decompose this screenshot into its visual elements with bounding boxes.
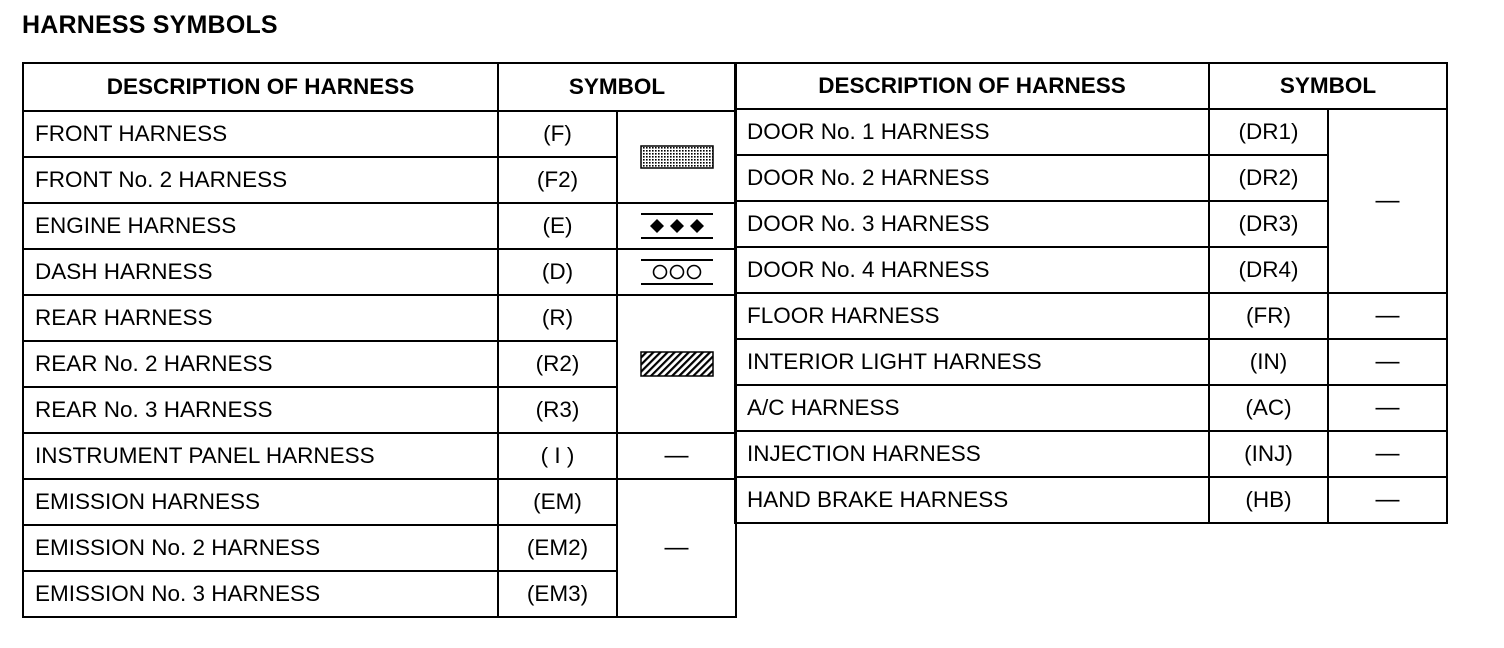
- harness-description: FRONT No. 2 HARNESS: [23, 157, 498, 203]
- harness-code: ( I ): [498, 433, 617, 479]
- harness-table-left: [22, 62, 737, 618]
- symbol-cell: [617, 295, 736, 433]
- harness-code: (DR3): [1209, 201, 1328, 247]
- harness-code: (DR4): [1209, 247, 1328, 293]
- table-row: [735, 385, 1447, 431]
- table-header: [735, 63, 1447, 109]
- harness-code: (EM3): [498, 571, 617, 617]
- harness-description: REAR No. 3 HARNESS: [23, 387, 498, 433]
- circle-line-icon: [640, 257, 714, 287]
- harness-code: (R2): [498, 341, 617, 387]
- harness-description: A/C HARNESS: [735, 385, 1209, 431]
- harness-code: (FR): [1209, 293, 1328, 339]
- table-row: [23, 249, 736, 295]
- harness-code: (DR1): [1209, 109, 1328, 155]
- table-row: [23, 479, 736, 525]
- harness-description: INSTRUMENT PANEL HARNESS: [23, 433, 498, 479]
- table-header: [23, 63, 736, 111]
- symbol-dash: —: [1328, 109, 1447, 293]
- harness-description: EMISSION HARNESS: [23, 479, 498, 525]
- harness-description: INTERIOR LIGHT HARNESS: [735, 339, 1209, 385]
- table-row: [23, 203, 736, 249]
- page-title: HARNESS SYMBOLS: [22, 11, 278, 39]
- harness-description: HAND BRAKE HARNESS: [735, 477, 1209, 523]
- harness-code: (EM2): [498, 525, 617, 571]
- symbol-header: SYMBOL: [498, 63, 736, 111]
- harness-code: (E): [498, 203, 617, 249]
- symbol-cell: [617, 203, 736, 249]
- harness-description: DOOR No. 2 HARNESS: [735, 155, 1209, 201]
- table-row: [735, 477, 1447, 523]
- harness-description: EMISSION No. 2 HARNESS: [23, 525, 498, 571]
- table-row: [23, 111, 736, 157]
- harness-description: REAR No. 2 HARNESS: [23, 341, 498, 387]
- symbol-dash: —: [1328, 385, 1447, 431]
- harness-description: FRONT HARNESS: [23, 111, 498, 157]
- harness-description: EMISSION No. 3 HARNESS: [23, 571, 498, 617]
- symbol-cell: [617, 249, 736, 295]
- symbol-dash: —: [1328, 339, 1447, 385]
- symbol-dash: —: [1328, 431, 1447, 477]
- table-row: [735, 293, 1447, 339]
- symbol-dash: —: [1328, 477, 1447, 523]
- description-header: DESCRIPTION OF HARNESS: [735, 63, 1209, 109]
- table-row: [735, 339, 1447, 385]
- harness-table-right: [734, 62, 1448, 524]
- harness-code: (EM): [498, 479, 617, 525]
- diamond-line-icon: [640, 211, 714, 241]
- harness-code: (F2): [498, 157, 617, 203]
- harness-code: (R): [498, 295, 617, 341]
- table-row: [23, 433, 736, 479]
- harness-code: (AC): [1209, 385, 1328, 431]
- harness-description: INJECTION HARNESS: [735, 431, 1209, 477]
- harness-description: ENGINE HARNESS: [23, 203, 498, 249]
- table-row: [23, 295, 736, 341]
- harness-code: (INJ): [1209, 431, 1328, 477]
- symbol-dash: —: [617, 479, 736, 617]
- dotted-pattern-icon: [640, 144, 714, 170]
- harness-code: (R3): [498, 387, 617, 433]
- harness-description: DOOR No. 3 HARNESS: [735, 201, 1209, 247]
- harness-code: (D): [498, 249, 617, 295]
- symbol-dash: —: [617, 433, 736, 479]
- harness-description: FLOOR HARNESS: [735, 293, 1209, 339]
- harness-description: DOOR No. 4 HARNESS: [735, 247, 1209, 293]
- harness-code: (IN): [1209, 339, 1328, 385]
- harness-description: DASH HARNESS: [23, 249, 498, 295]
- table-row: [735, 109, 1447, 155]
- harness-description: REAR HARNESS: [23, 295, 498, 341]
- description-header: DESCRIPTION OF HARNESS: [23, 63, 498, 111]
- harness-code: (HB): [1209, 477, 1328, 523]
- harness-code: (F): [498, 111, 617, 157]
- harness-code: (DR2): [1209, 155, 1328, 201]
- table-row: [735, 431, 1447, 477]
- harness-description: DOOR No. 1 HARNESS: [735, 109, 1209, 155]
- symbol-cell: [617, 111, 736, 203]
- symbol-header: SYMBOL: [1209, 63, 1447, 109]
- symbol-dash: —: [1328, 293, 1447, 339]
- hatched-pattern-icon: [640, 350, 714, 378]
